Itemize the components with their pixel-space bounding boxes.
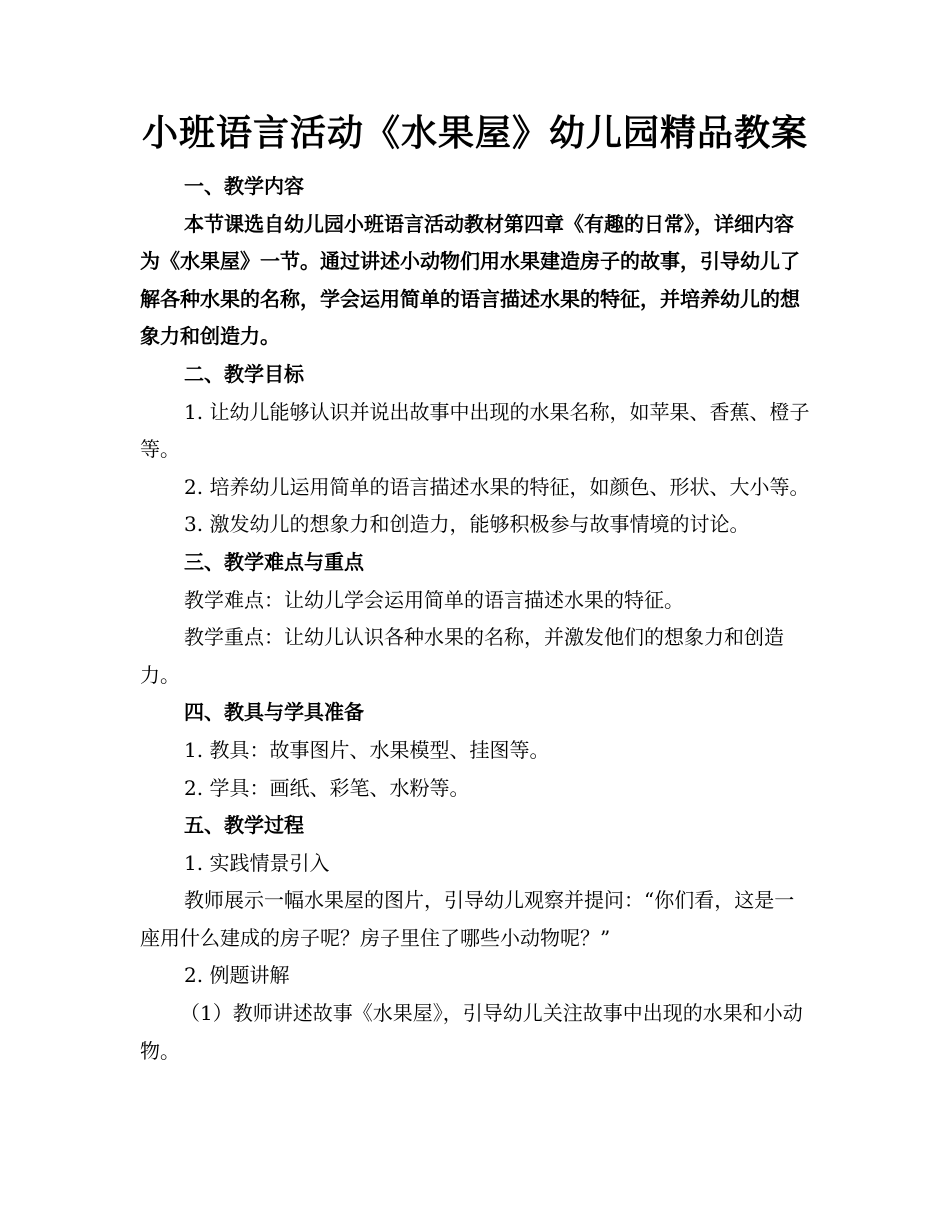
difficulty-paragraph: 教学难点：让幼儿学会运用简单的语言描述水果的特征。 <box>184 587 684 612</box>
section-heading-goals: 二、教学目标 <box>184 361 304 386</box>
content-paragraph: 本节课选自幼儿园小班语言活动教材第四章《有趣的日常》，详细内容为《水果屋》一节。通过讲述小动物们用水果建造房子的故事，引导幼儿了解各种水果的名称，学会运用简单的语言描述水果的特征，并培养幼儿的想象力和创造力。 <box>140 211 800 349</box>
process-paragraph-2: （1）教师讲述故事《水果屋》，引导幼儿关注故事中出现的水果和小动物。 <box>140 1001 803 1063</box>
section-heading-materials: 四、教具与学具准备 <box>184 700 364 725</box>
process-paragraph-1: 教师展示一幅水果屋的图片，引导幼儿观察并提问：“你们看，这是一座用什么建成的房子呢？房子里住了哪些小动物呢？” <box>140 888 795 950</box>
materials-item-1: 1. 教具：故事图片、水果模型、挂图等。 <box>184 737 550 762</box>
section-heading-content: 一、教学内容 <box>184 174 304 198</box>
goal-item-3: 3. 激发幼儿的想象力和创造力，能够积极参与故事情境的讨论。 <box>184 512 750 537</box>
focus-paragraph: 教学重点：让幼儿认识各种水果的名称，并激发他们的想象力和创造力。 <box>140 625 784 687</box>
document-body <box>140 168 812 1070</box>
section-heading-process: 五、教学过程 <box>184 813 304 838</box>
process-item-1: 1. 实践情景引入 <box>184 850 330 875</box>
goal-item-2: 2. 培养幼儿运用简单的语言描述水果的特征，如颜色、形状、大小等。 <box>184 474 810 499</box>
section-heading-difficulties: 三、教学难点与重点 <box>184 549 364 574</box>
process-item-2: 2. 例题讲解 <box>184 963 290 988</box>
document-title: 小班语言活动《水果屋》幼儿园精品教案 <box>141 113 808 154</box>
materials-item-2: 2. 学具：画纸、彩笔、水粉等。 <box>184 775 470 800</box>
goal-item-1: 1. 让幼儿能够认识并说出故事中出现的水果名称，如苹果、香蕉、橙子等。 <box>140 399 810 462</box>
